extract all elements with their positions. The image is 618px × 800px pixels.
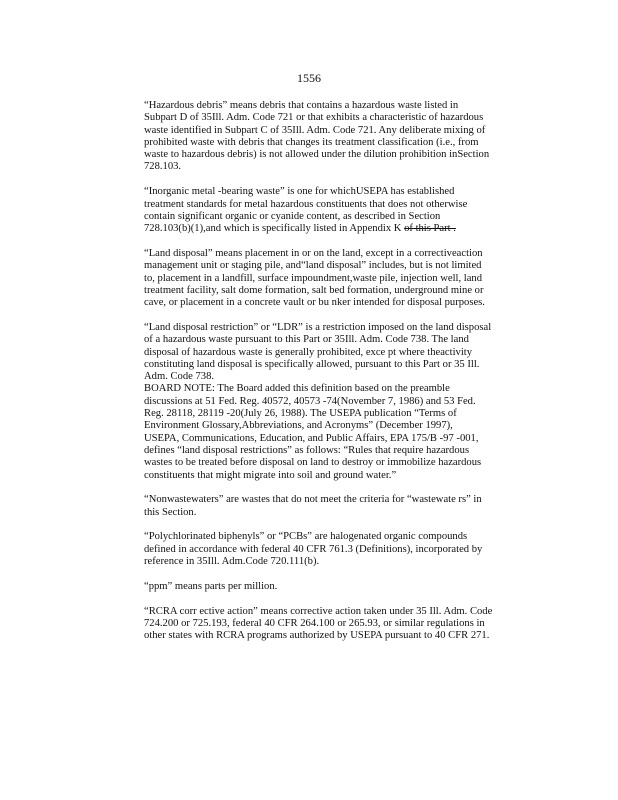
text-line: waste to hazardous debris) is not allowed under the dilution prohibition inSection	[144, 149, 490, 161]
text-line: “Hazardous debris” means debris that contains a hazardous waste listed in	[144, 100, 459, 111]
definition-inorganic-metal-bearing-waste	[144, 186, 538, 235]
definition-ppm	[144, 581, 538, 593]
definition-land-disposal	[144, 248, 538, 309]
text-line: Environment Glossary,Abbreviations, and Acronyms” (December 1997),	[144, 420, 453, 432]
text-line: to, placement in a landfill, surface impoundment,waste pile, injection well, land	[144, 272, 483, 284]
text-line: defined in accordance with federal 40 CFR 761.3 (Definitions), incorporated by	[144, 543, 483, 555]
text-line: management unit or staging pile, and“land disposal” includes, but is not limited	[144, 260, 482, 272]
definition-nonwastewaters	[144, 494, 538, 519]
text-line: wastes to be treated before disposal on land to destroy or immobilize hazardous	[144, 457, 482, 469]
struck-text: of this Part .	[404, 223, 456, 235]
text-line: BOARD NOTE: The Board added this definition based on the preamble	[144, 383, 450, 395]
text-line: Reg. 28118, 28119 -20(July 26, 1988). The USEPA publication “Terms of	[144, 408, 457, 420]
text-line: 728.103.	[144, 161, 182, 173]
page-number: 1556	[297, 71, 321, 85]
text-line: discussions at 51 Fed. Reg. 40572, 40573 -74(November 7, 1986) and 53 Fed.	[144, 395, 476, 407]
text-line: Adm. Code 738.	[144, 371, 215, 383]
text-line: waste identified in Subpart C of 35Ill. Adm. Code 721. Any deliberate mixing of	[144, 124, 486, 136]
definition-land-disposal-restriction	[144, 322, 538, 383]
text-line: “ppm” means parts per million.	[144, 580, 278, 592]
text-line: prohibited waste with debris that changes its treatment classification (i.e., from	[144, 136, 479, 148]
text-line: treatment standards for metal hazardous constituents that does not otherwise	[144, 198, 468, 210]
text-line: USEPA, Communications, Education, and Public Affairs, EPA 175/B -97 -001,	[144, 432, 479, 444]
board-note	[144, 383, 538, 481]
text-line: contain significant organic or cyanide content, as described in Section	[144, 210, 441, 222]
text-line: “Land disposal restriction” or “LDR” is a restriction imposed on the land disposal	[144, 321, 492, 333]
text-line: constituents that might migrate into soil and ground water.”	[144, 469, 397, 481]
text-line: “Polychlorinated biphenyls” or “PCBs” are halogenated organic compounds	[144, 531, 468, 543]
text-line: disposal of hazardous waste is generally prohibited, exce pt where theactivity	[144, 346, 473, 358]
text-line: this Section.	[144, 506, 197, 518]
definition-rcra-corrective-action	[144, 606, 538, 643]
definition-hazardous-debris	[144, 100, 538, 174]
text-line: “Inorganic metal -bearing waste” is one for whichUSEPA has established	[144, 186, 455, 198]
text-line: Subpart D of 35Ill. Adm. Code 721 or that exhibits a characteristic of hazardous	[144, 112, 484, 124]
text-line: “RCRA corr ective action” means corrective action taken under 35 Ill. Adm. Code	[144, 605, 493, 617]
text-line: of a hazardous waste pursuant to this Part or 35Ill. Adm. Code 738. The land	[144, 334, 469, 346]
text-line	[144, 223, 538, 235]
text-line: 724.200 or 725.193, federal 40 CFR 264.100 or 265.93, or similar regulations in	[144, 617, 485, 629]
document-body	[144, 100, 538, 655]
text-line: other states with RCRA programs authorized by USEPA pursuant to 40 CFR 271.	[144, 630, 490, 642]
text-line: “Land disposal” means placement in or on the land, except in a correctiveaction	[144, 247, 483, 259]
text-line: “Nonwastewaters” are wastes that do not meet the criteria for “wastewate rs” in	[144, 494, 482, 506]
text-line: treatment facility, salt dome formation, salt bed formation, underground mine or	[144, 284, 484, 296]
text-line: defines “land disposal restrictions” as follows: “Rules that require hazardous	[144, 444, 470, 456]
text-fragment: 728.103(b)(1),and which is specifically listed in Appendix K	[144, 223, 405, 235]
text-line: cave, or placement in a concrete vault or bu nker intended for disposal purposes.	[144, 297, 485, 309]
text-line: constituting land disposal is specifically allowed, pursuant to this Part or 35 Ill.	[144, 358, 480, 370]
text-line: reference in 35Ill. Adm.Code 720.111(b).	[144, 556, 320, 567]
definition-pcbs	[144, 531, 538, 568]
